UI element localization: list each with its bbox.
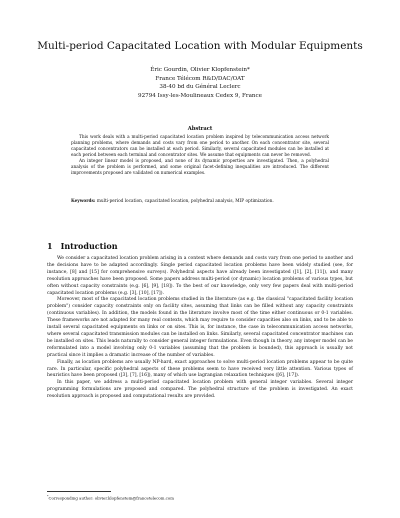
abstract-paragraph: An integer linear model is proposed, and none of its dynamic properties are investigated. Then, a polyhedral analysis of the problem is performed, and some original facet-defining inequalities are introduced. The different improvements proposed are validated on numerical examples.: [71, 159, 329, 177]
keywords-text: multi-period location, capacitated location, polyhedral analysis, MIP optimization.: [96, 199, 274, 204]
address-line-1: 38-40 bd du Général Leclerc: [159, 84, 241, 91]
footnote-rule: [47, 491, 111, 492]
paper-title: Multi-period Capacitated Location with Modular Equipments: [37, 40, 363, 52]
section-title: Introduction: [60, 241, 118, 251]
author-names: Éric Gourdin, Olivier Klopfenstein*: [150, 67, 250, 73]
footnote: [47, 494, 174, 500]
body-paragraph: Finally, as location problems are usually NP-hard, exact approaches to solve multi-period location problems appear to be quite rare. In particular, specific polyhedral aspects of these problems seem to have received very little attention. Various types of heuristics have been proposed ([3], [7], [16]), many of which use lagrangian relaxation techniques ([6], [17]).: [47, 359, 353, 379]
body-paragraph: We consider a capacitated location problem arising in a context where demands and costs vary from one period to another and the decisions have to be adapted accordingly. Single period capacitated location problems have been widely studied (see, for instance, [8] and [15] for comprehensive surveys). Polyhedral aspects have already been investigated ([1], [2], [11]), and many resolution approaches have been proposed. Some papers address multi-period (or dynamic) location problems of various types, but often without capacity constraints (e.g. [6], [9], [18]). To the best of our knowledge, only very few papers deal with multi-period capacitated location problems (e.g. [3], [10], [17]).: [47, 256, 353, 296]
body-paragraph: In this paper, we address a multi-period capacitated location problem with general integer variables. Several integer programming formulations are proposed and compared. The polyhedral structure of the problem is investigated. An exact resolution approach is proposed and computational results are provided.: [47, 380, 353, 400]
footnote-text: Corresponding author: olivier.klopfenstein@francetelecom.com: [48, 495, 174, 501]
section-number: 1: [47, 241, 53, 251]
address-line-2: 92794 Issy-les-Moulineaux Cedex 9, France: [138, 92, 262, 99]
abstract-body: [71, 135, 329, 177]
keywords: [71, 199, 329, 205]
section-body: [47, 256, 353, 401]
footnote-mark: *: [47, 494, 49, 498]
keywords-label: Keywords:: [71, 199, 96, 204]
abstract-heading: Abstract: [187, 126, 213, 132]
body-paragraph: Moreover, most of the capacitated location problems studied in the literature (as e.g. the classical "capacitated facility location problem") consider capacity constraints only on facility sites, assuming that links can be filled without any capacity constraints (continuous variables). In addition, the models found in the literature involve most of the time either continuous or 0-1 variables. These frameworks are not adapted for many real contexts, which may require to consider capacities also on links, and to be able to install several capacitated equipments on links or on sites. This is, for instance, the case in telecommunication access networks, where several capacitated transmission modules can be installed on links. Similarly, several capacitated concentrator machines can be installed on sites. This leads naturally to consider general integer formulations. Even though in theory, any integer model can be reformulated into a model involving only 0-1 variables (assuming that the problem is bounded), this approach is usually not practical since it implies a dramatic increase of the number of variables.: [47, 297, 353, 358]
author-block: [0, 66, 400, 100]
section-heading: [47, 241, 126, 251]
abstract-paragraph: This work deals with a multi-period capacitated location problem inspired by telecommunication access network planning problems, where demands and costs vary from one period to another. On each concentrator site, several capacitated concentrators can be installed at each period. Similarly, several capacitated modules can be installed at each period between each terminal and concentrator sites. We assume that equipments can never be removed.: [71, 135, 329, 159]
affiliation: France Télécom R&D/DAC/OAT: [155, 75, 245, 82]
